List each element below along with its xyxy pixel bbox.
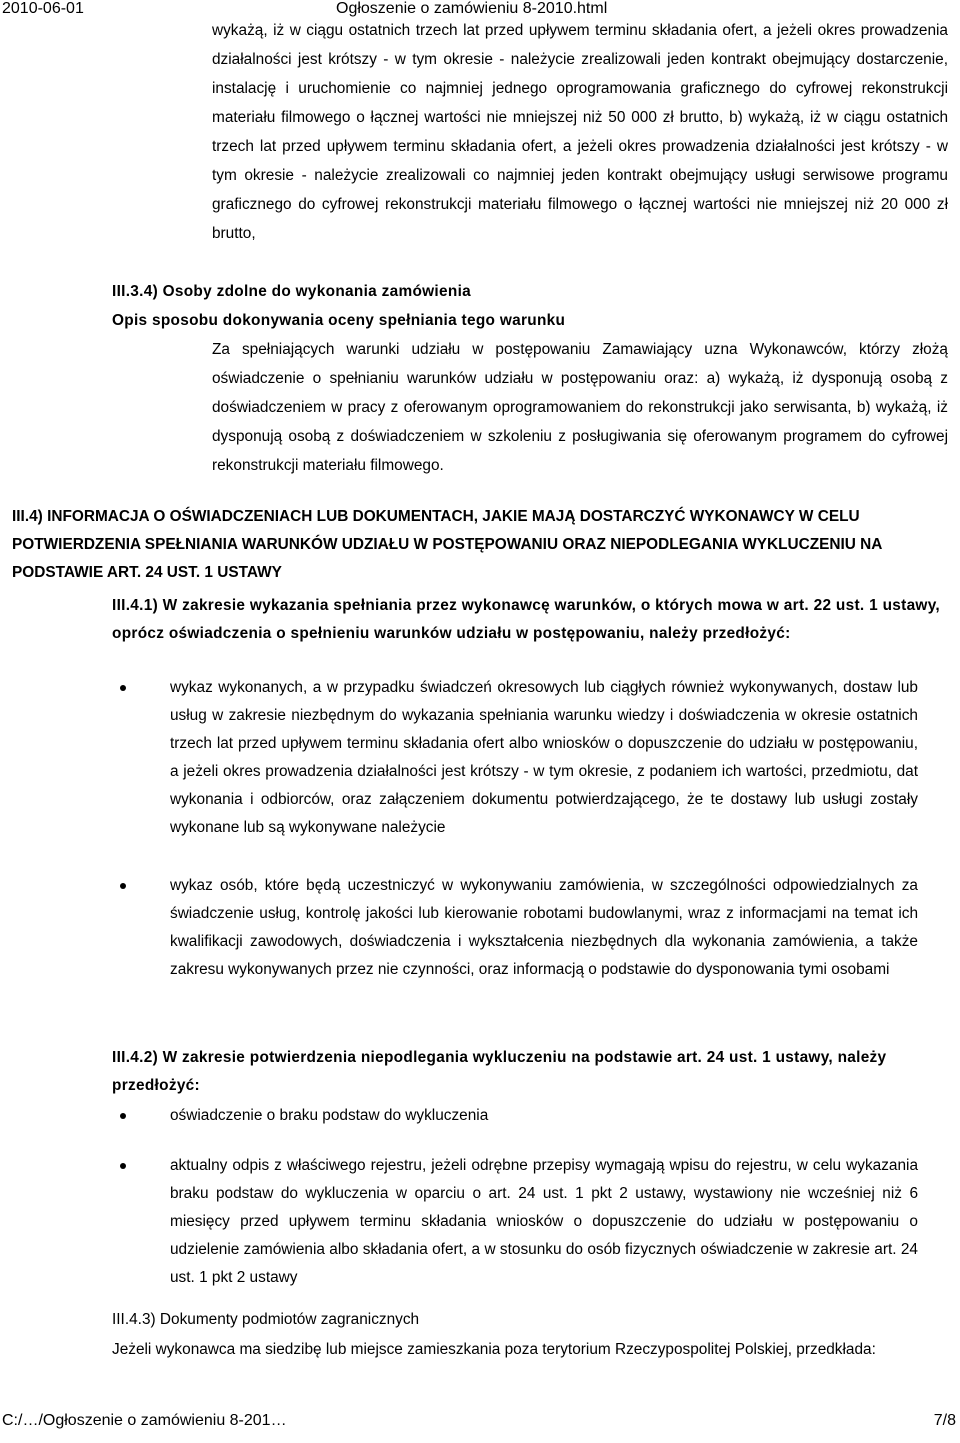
footer-page-number: 7/8: [933, 1412, 956, 1429]
header-date: 2010-06-01: [2, 0, 84, 17]
section-text-3-3-4: Za spełniających warunki udziału w postępowaniu Zamawiający uzna Wykonawców, którzy złożą oświadczenie o spełnianiu warunków udziału w postępowaniu oraz: a) wykażą, iż dysponują osobą z doświadczeniem w pracy z oferowanym oprogramowaniem do rekonstrukcji jako serwisanta, b) wykażą, iż dysponują osobą z doświadczeniem w szkoleniu z posługiwania się oferowanym programem do cyfrowej rekonstrukcji materiału filmowego.: [212, 341, 948, 474]
intro-paragraph: wykażą, iż w ciągu ostatnich trzech lat przed upływem terminu składania ofert, a jeżeli okres prowadzenia działalności jest krótszy - w tym okresie - należycie zrealizowali jeden kontrakt obejmujący dostarczenie, instalację i uruchomienie co najmniej jednego oprogramowania graficznego do cyfrowej rekonstrukcji materiału filmowego o łącznej wartości nie mniejszej niż 50 000 zł brutto, b) wykażą, iż w ciągu ostatnich trzech lat przed upływem terminu składania ofert, a jeżeli okres prowadzenia działalności jest krótszy - w tym okresie - należycie zrealizowali co najmniej jeden kontrakt obejmujący usługi serwisowe programu graficznego do cyfrowej rekonstrukcji materiału filmowego o łącznej wartości nie mniejszej niż 20 000 zł brutto,: [212, 22, 948, 242]
list-item: [120, 872, 918, 984]
section-heading-3-4-2: III.4.2) W zakresie potwierdzenia niepodlegania wykluczeniu na podstawie art. 24 ust. 1 ustawy, należy przedłożyć:: [112, 1049, 887, 1094]
section-heading-3-4-1: III.4.1) W zakresie wykazania spełniania przez wykonawcę warunków, o których mowa w art. 22 ust. 1 ustawy, oprócz oświadczenia o spełnieniu warunków udziału w postępowaniu, należy przedłożyć:: [112, 597, 940, 642]
bullet-icon: [120, 1113, 126, 1119]
footer-path: C:/…/Ogłoszenie o zamówieniu 8-201…: [2, 1412, 287, 1429]
list-3-4-2: [120, 1102, 918, 1292]
section-heading-3-3-4: III.3.4) Osoby zdolne do wykonania zamówienia: [112, 283, 472, 300]
bullet-icon: [120, 685, 126, 691]
bullet-icon: [120, 1163, 126, 1169]
page-footer: [0, 1412, 960, 1436]
list-item-text: aktualny odpis z właściwego rejestru, jeżeli odrębne przepisy wymagają wpisu do rejestru, w celu wykazania braku podstaw do wykluczenia w oparciu o art. 24 ust. 1 pkt 2 ustawy, wystawiony nie wcześniej niż 6 miesięcy przed upływem terminu składania wniosków o dopuszczenie do udziału w postępowaniu o udzielenie zamówienia albo składania ofert, a w stosunku do osób fizycznych oświadczenie w zakresie art. 24 ust. 1 pkt 2 ustawy: [170, 1157, 918, 1286]
header-title: Ogłoszenie o zamówieniu 8-2010.html: [336, 0, 608, 17]
list-item: [120, 1152, 918, 1292]
section-subheading-3-3-4: Opis sposobu dokonywania oceny spełniania tego warunku: [112, 312, 566, 329]
list-3-4-1: [120, 674, 918, 984]
list-item: [120, 1102, 918, 1130]
bullet-icon: [120, 883, 126, 889]
section-text-3-4-3: Jeżeli wykonawca ma siedzibę lub miejsce zamieszkania poza terytorium Rzeczypospolitej Polskiej, przedkłada:: [112, 1341, 876, 1358]
section-heading-3-4-3: III.4.3) Dokumenty podmiotów zagranicznych: [112, 1311, 420, 1328]
list-item: [120, 674, 918, 842]
list-item-text: wykaz wykonanych, a w przypadku świadczeń okresowych lub ciągłych również wykonywanych, dostaw lub usług w zakresie niezbędnym do wykazania spełniania warunku wiedzy i doświadczenia w okresie ostatnich trzech lat przed upływem terminu składania ofert albo wniosków o dopuszczenie do udziału w postępowaniu, a jeżeli okres prowadzenia działalności jest krótszy - w tym okresie, z podaniem ich wartości, przedmiotu, dat wykonania i odbiorców, oraz załączeniem dokumentu potwierdzającego, że te dostawy lub usługi zostały wykonane lub są wykonywane należycie: [170, 679, 918, 836]
list-item-text: oświadczenie o braku podstaw do wykluczenia: [170, 1107, 489, 1124]
section-heading-3-4: III.4) INFORMACJA O OŚWIADCZENIACH LUB DOKUMENTACH, JAKIE MAJĄ DOSTARCZYĆ WYKONAWCY W CELU POTWIERDZENIA SPEŁNIANIA WARUNKÓW UDZIAŁU W POSTĘPOWANIU ORAZ NIEPODLEGANIA WYKLUCZENIU NA PODSTAWIE ART. 24 UST. 1 USTAWY: [12, 508, 882, 581]
list-item-text: wykaz osób, które będą uczestniczyć w wykonywaniu zamówienia, w szczególności odpowiedzialnych za świadczenie usług, kontrolę jakości lub kierowanie robotami budowlanymi, wraz z informacjami na temat ich kwalifikacji zawodowych, doświadczenia i wykształcenia niezbędnych dla wykonania zamówienia, a także zakresu wykonywanych przez nie czynności, oraz informacją o podstawie do dysponowania tymi osobami: [170, 877, 918, 978]
